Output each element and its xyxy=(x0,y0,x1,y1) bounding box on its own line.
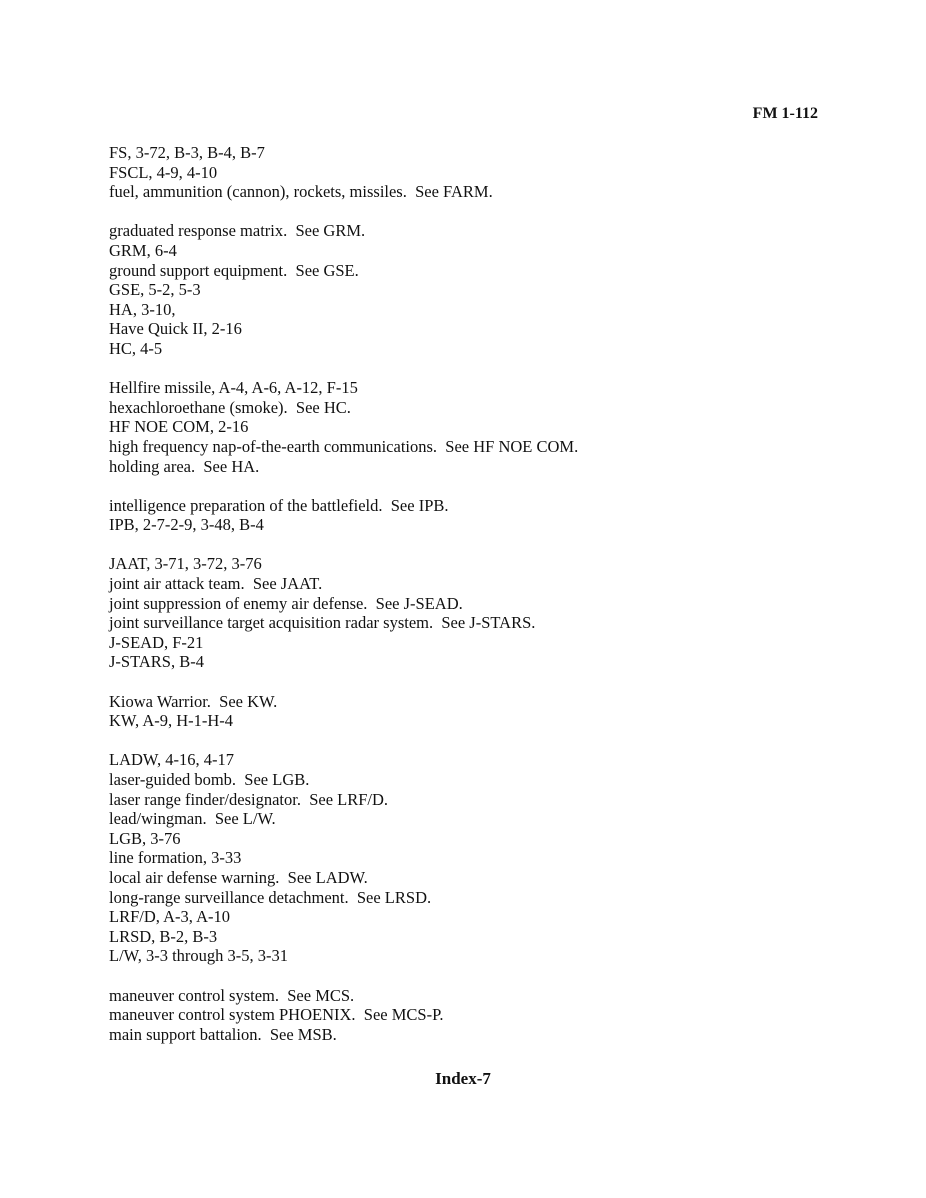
index-entry: joint air attack team. See JAAT. xyxy=(109,574,323,594)
index-entry: HC, 4-5 xyxy=(109,338,163,358)
index-entry: IPB, 2-7-2-9, 3-48, B-4 xyxy=(109,515,264,535)
index-entry: Hellfire missile, A-4, A-6, A-12, F-15 xyxy=(109,378,358,398)
index-entry: HF NOE COM, 2-16 xyxy=(109,417,249,437)
index-group-l xyxy=(109,750,869,966)
index-group-f xyxy=(109,143,869,202)
index-group-k xyxy=(109,692,869,731)
index-entry: laser-guided bomb. See LGB. xyxy=(109,770,310,789)
index-entry: L/W, 3-3 through 3-5, 3-31 xyxy=(109,946,289,966)
index-entry: ground support equipment. See GSE. xyxy=(109,260,359,280)
index-entry: J-SEAD, F-21 xyxy=(109,632,204,652)
index-group-m xyxy=(109,986,869,1045)
index-entry: LADW, 4-16, 4-17 xyxy=(109,750,234,770)
index-entry: graduated response matrix. See GRM. xyxy=(109,221,366,241)
index-entry: LGB, 3-76 xyxy=(109,828,181,848)
index-entry: joint suppression of enemy air defense. See J-SEAD. xyxy=(109,593,463,613)
page-number: Index-7 xyxy=(435,1069,491,1088)
index-entry: hexachloroethane (smoke). See HC. xyxy=(109,397,351,417)
index-entry: J-STARS, B-4 xyxy=(109,652,204,672)
index-entry: Have Quick II, 2-16 xyxy=(109,319,242,339)
index-entry: fuel, ammunition (cannon), rockets, missiles. See FARM. xyxy=(109,182,493,202)
index-entry: FS, 3-72, B-3, B-4, B-7 xyxy=(109,143,265,162)
document-header: FM 1-112 xyxy=(752,105,818,122)
index-entry: LRSD, B-2, B-3 xyxy=(109,926,218,946)
index-entry: maneuver control system. See MCS. xyxy=(109,985,355,1005)
index-group-j xyxy=(109,554,869,672)
index-entry: holding area. See HA. xyxy=(109,456,260,476)
index-entries xyxy=(109,143,869,1064)
index-entry: local air defense warning. See LADW. xyxy=(109,867,368,887)
index-entry: FSCL, 4-9, 4-10 xyxy=(109,162,218,182)
index-entry: long-range surveillance detachment. See LRSD. xyxy=(109,887,432,907)
index-entry: KW, A-9, H-1-H-4 xyxy=(109,711,234,731)
index-entry: intelligence preparation of the battlefield. See IPB. xyxy=(109,495,449,515)
index-entry: HA, 3-10, xyxy=(109,299,176,319)
index-entry: line formation, 3-33 xyxy=(109,848,242,868)
index-group-g-h xyxy=(109,221,869,358)
index-entry: GRM, 6-4 xyxy=(109,240,177,260)
index-entry: joint surveillance target acquisition radar system. See J-STARS. xyxy=(109,613,536,633)
index-entry: Kiowa Warrior. See KW. xyxy=(109,691,278,711)
index-entry: GSE, 5-2, 5-3 xyxy=(109,280,201,300)
index-group-i xyxy=(109,496,869,535)
index-entry: main support battalion. See MSB. xyxy=(109,1024,337,1044)
index-entry: JAAT, 3-71, 3-72, 3-76 xyxy=(109,554,262,574)
index-entry: high frequency nap-of-the-earth communications. See HF NOE COM. xyxy=(109,436,579,456)
index-entry: lead/wingman. See L/W. xyxy=(109,809,276,829)
index-entry: laser range finder/designator. See LRF/D. xyxy=(109,789,389,809)
index-group-h xyxy=(109,378,869,476)
index-entry: maneuver control system PHOENIX. See MCS-P. xyxy=(109,1005,444,1025)
index-entry: LRF/D, A-3, A-10 xyxy=(109,907,231,927)
